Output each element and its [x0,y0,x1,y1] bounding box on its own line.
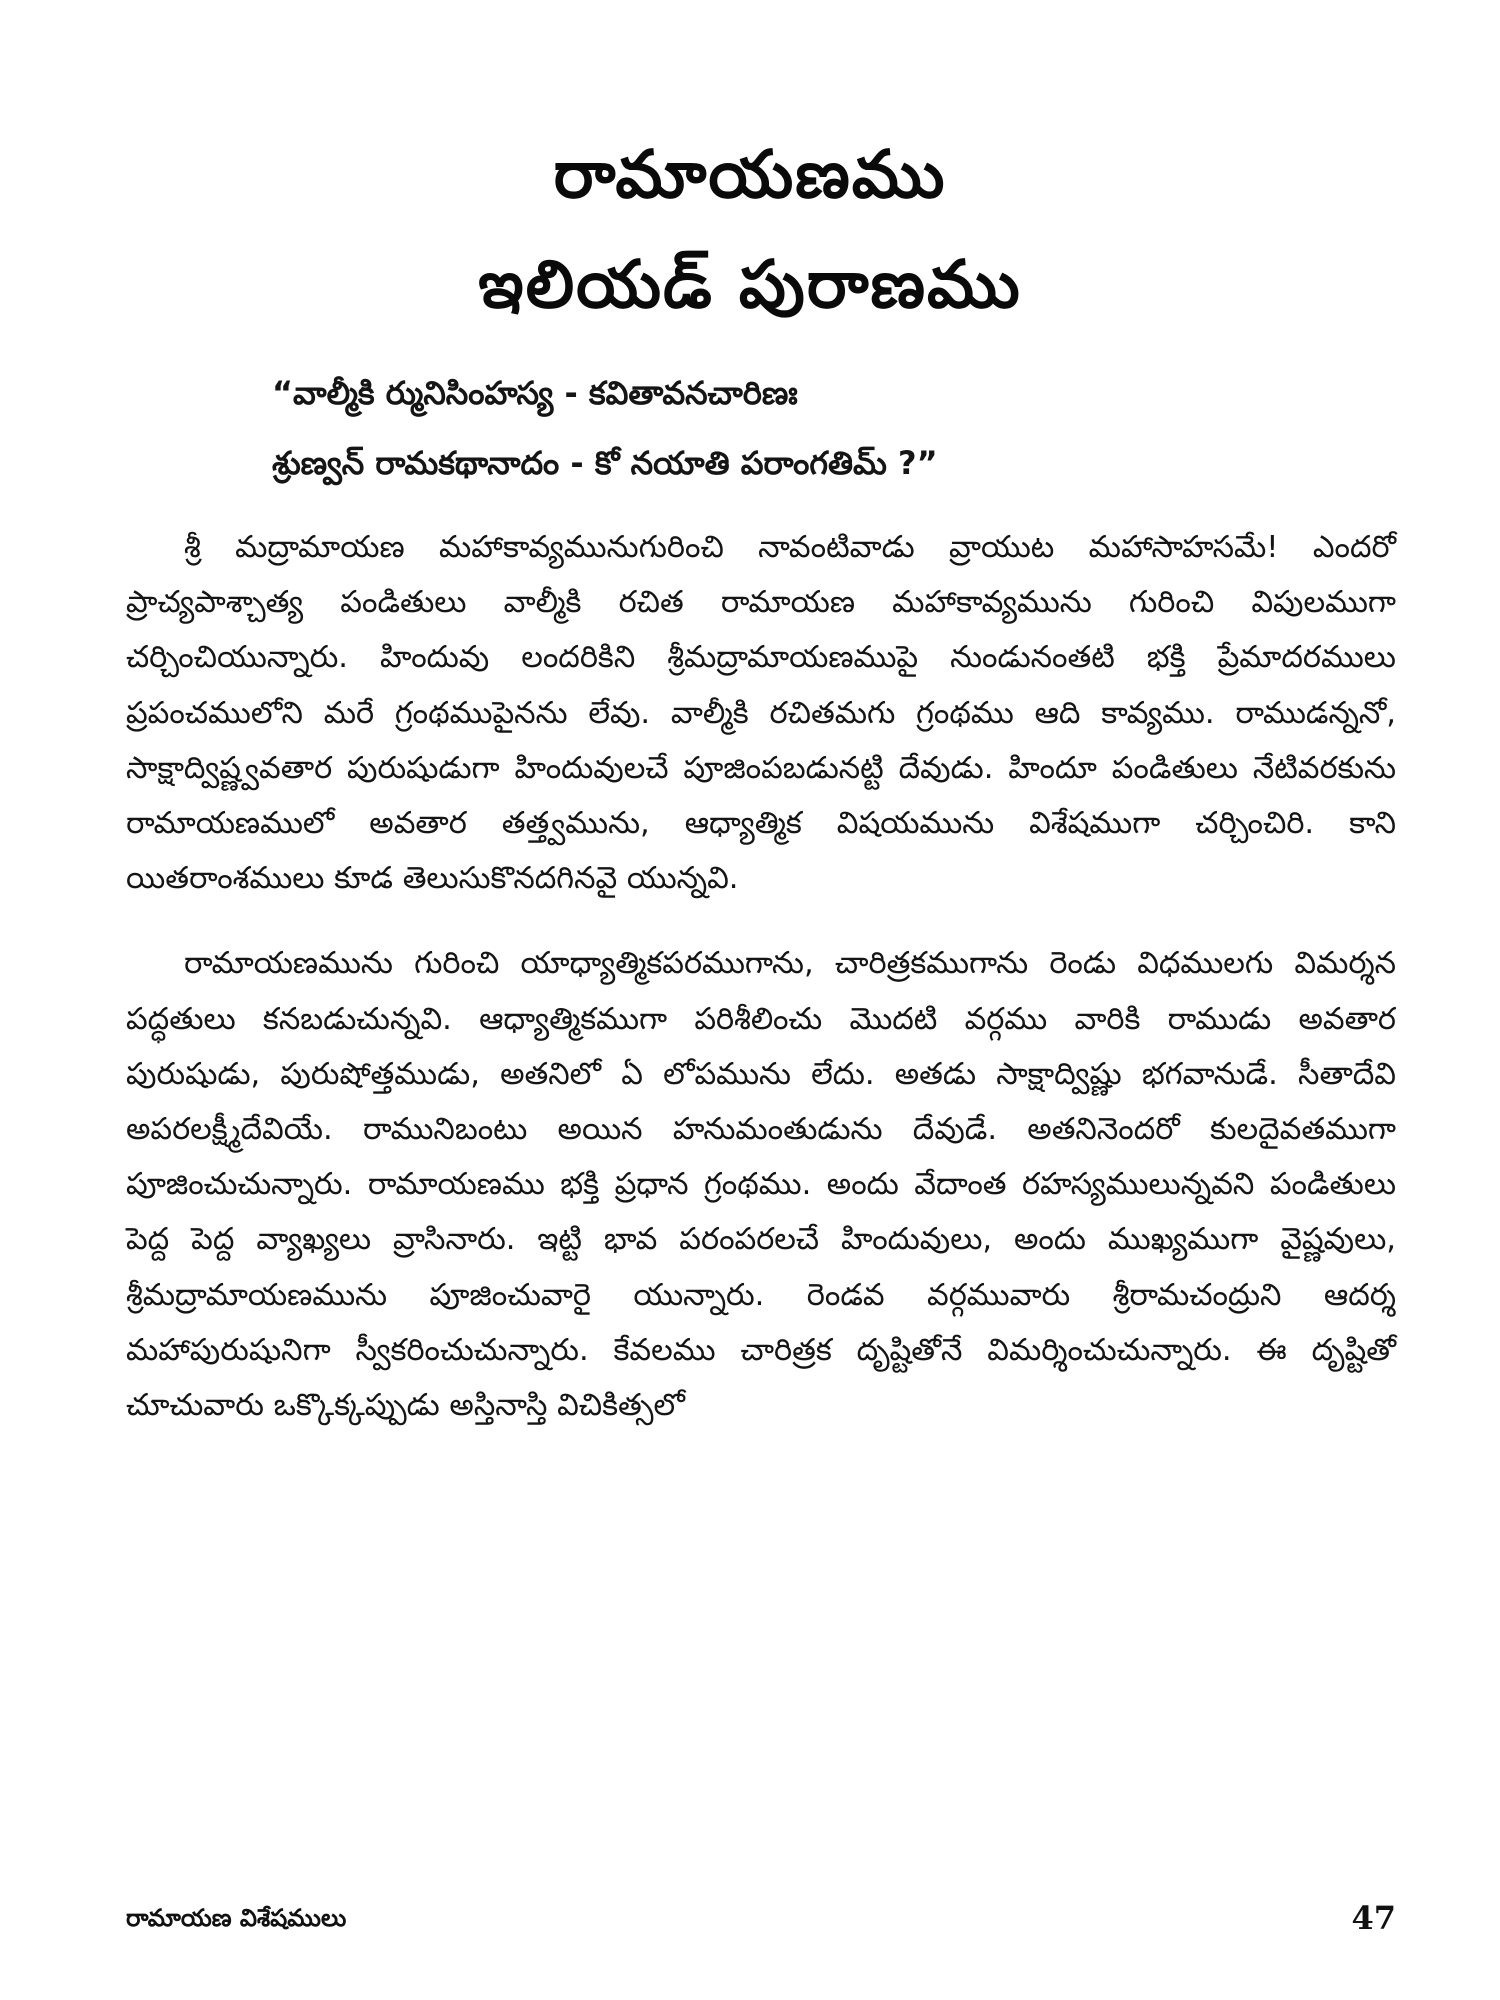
running-footer-title: రామాయణ విశేషములు [126,1904,347,1932]
verse-line-1: “వాల్మీకి ర్మునిసింహస్య - కవితావనచారిణః [272,374,798,412]
page-number: 47 [1351,1899,1396,1937]
verse-line-2: శ్రుణ్వన్ రామకథానాదం - కో నయాతి పరాంగతిమ్ ?” [272,444,938,482]
epigraph-verse [272,358,1272,498]
chapter-title-line-2: ఇలియడ్ పురాణము [478,246,1022,323]
paragraph-1: శ్రీ మద్రామాయణ మహాకావ్యమునుగురించి నావంటివాడు వ్రాయుట మహాసాహసమే! ఎందరో ప్రాచ్యపాశ్చాత్య పండితులు వాల్మీకి రచిత రామాయణ మహాకావ్యమును గురించి విపులముగా చర్చించియున్నారు. హిందువు లందరికిని శ్రీమద్రామాయణముపై నుండునంతటి భక్తి ప్రేమాదరములు ప్రపంచములోని మరే గ్రంథముపైనను లేవు. వాల్మీకి రచితమగు గ్రంథము ఆది కావ్యము. రాముడన్ననో, సాక్షాద్విష్ణ్వవతార పురుషుడుగా హిందువులచే పూజింపబడునట్టి దేవుడు. హిందూ పండితులు నేటివరకును రామాయణములో అవతార తత్త్వమును, ఆధ్యాత్మిక విషయమును విశేషముగా చర్చించిరి. కాని యితరాంశములు కూడ తెలుసుకొనదగినవై యున్నవి. [126,530,1396,897]
paragraph-2: రామాయణమును గురించి యాధ్యాత్మికపరముగాను, చారిత్రకముగాను రెండు విధములగు విమర్శన పద్ధతులు కనబడుచున్నవి. ఆధ్యాత్మికముగా పరిశీలించు మొదటి వర్గము వారికి రాముడు అవతార పురుషుడు, పురుషోత్తముడు, అతనిలో ఏ లోపమును లేదు. అతడు సాక్షాద్విష్ణు భగవానుడే. సీతాదేవి అపరలక్ష్మీదేవియే. రామునిబంటు అయిన హనుమంతుడును దేవుడే. అతనినెందరో కులదైవతముగా పూజించుచున్నారు. రామాయణము భక్తి ప్రధాన గ్రంథము. అందు వేదాంత రహస్యములున్నవని పండితులు పెద్ద పెద్ద వ్యాఖ్యలు వ్రాసినారు. ఇట్టి భావ పరంపరలచే హిందువులు, అందు ముఖ్యముగా వైష్ణవులు, శ్రీమద్రామాయణమును పూజించువారై యున్నారు. రెండవ వర్గమువారు శ్రీరామచంద్రుని ఆదర్శ మహాపురుషునిగా స్వీకరించుచున్నారు. కేవలము చారిత్రక దృష్టితోనే విమర్శించుచున్నారు. ఈ దృష్టితో చూచువారు ఒక్కొక్కప్పుడు అస్తినాస్తి విచికిత్సలో [126,946,1396,1424]
body-text [126,520,1396,1463]
page-footer [126,1898,1396,1938]
chapter-title-line-1: రామాయణము [553,136,947,213]
chapter-title [0,120,1500,340]
